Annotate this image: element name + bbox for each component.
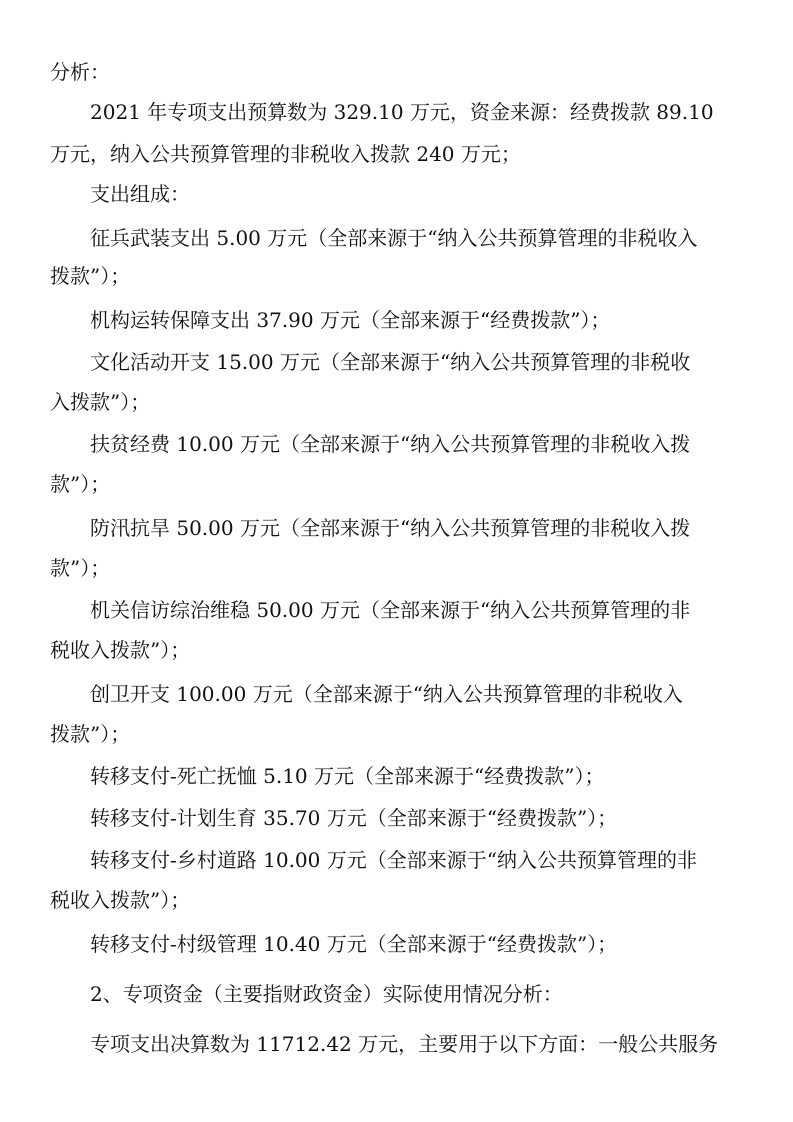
final-accounts-line: 专项支出决算数为 11712.42 万元，主要用于以下方面：一般公共服务 (90, 1032, 719, 1056)
expenditure-item-continuation: 税收入拨款”）； (50, 638, 191, 662)
expenditure-item: 机构运转保障支出 37.90 万元（全部来源于“经费拨款”）； (90, 308, 611, 332)
budget-summary-line: 2021 年专项支出预算数为 329.10 万元，资金来源：经费拨款 89.10 (90, 100, 714, 124)
expenditure-item: 防汛抗旱 50.00 万元（全部来源于“纳入公共预算管理的非税收入拨 (90, 516, 691, 540)
expenditure-item: 机关信访综治维稳 50.00 万元（全部来源于“纳入公共预算管理的非 (90, 598, 691, 622)
budget-summary-line: 万元，纳入公共预算管理的非税收入拨款 240 万元； (50, 142, 521, 166)
expenditure-item: 转移支付-村级管理 10.40 万元（全部来源于“经费拨款”）； (90, 932, 618, 956)
expenditure-item: 创卫开支 100.00 万元（全部来源于“纳入公共预算管理的非税收入 (90, 682, 683, 706)
expenditure-item: 文化活动开支 15.00 万元（全部来源于“纳入公共预算管理的非税收 (90, 350, 691, 374)
expenditure-item-continuation: 税收入拨款”）； (50, 888, 191, 912)
expenditure-item: 转移支付-死亡抚恤 5.10 万元（全部来源于“经费拨款”）； (90, 764, 605, 788)
expenditure-item: 扶贫经费 10.00 万元（全部来源于“纳入公共预算管理的非税收入拨 (90, 432, 691, 456)
expenditure-item: 转移支付-计划生育 35.70 万元（全部来源于“经费拨款”）； (90, 806, 618, 830)
expenditure-item-continuation: 入拨款”）； (50, 390, 151, 414)
section-heading-special-funds: 2、专项资金（主要指财政资金）实际使用情况分析： (90, 982, 563, 1006)
section-label-analysis: 分析： (50, 60, 110, 84)
expenditure-item: 转移支付-乡村道路 10.00 万元（全部来源于“纳入公共预算管理的非 (90, 848, 697, 872)
expenditure-item-continuation: 拨款”）； (50, 722, 131, 746)
expenditure-item-continuation: 拨款”）； (50, 264, 131, 288)
expenditure-item-continuation: 款”）； (50, 472, 111, 496)
expenditure-composition-heading: 支出组成： (90, 182, 190, 206)
expenditure-item-continuation: 款”）； (50, 556, 111, 580)
expenditure-item: 征兵武装支出 5.00 万元（全部来源于“纳入公共预算管理的非税收入 (90, 226, 698, 250)
